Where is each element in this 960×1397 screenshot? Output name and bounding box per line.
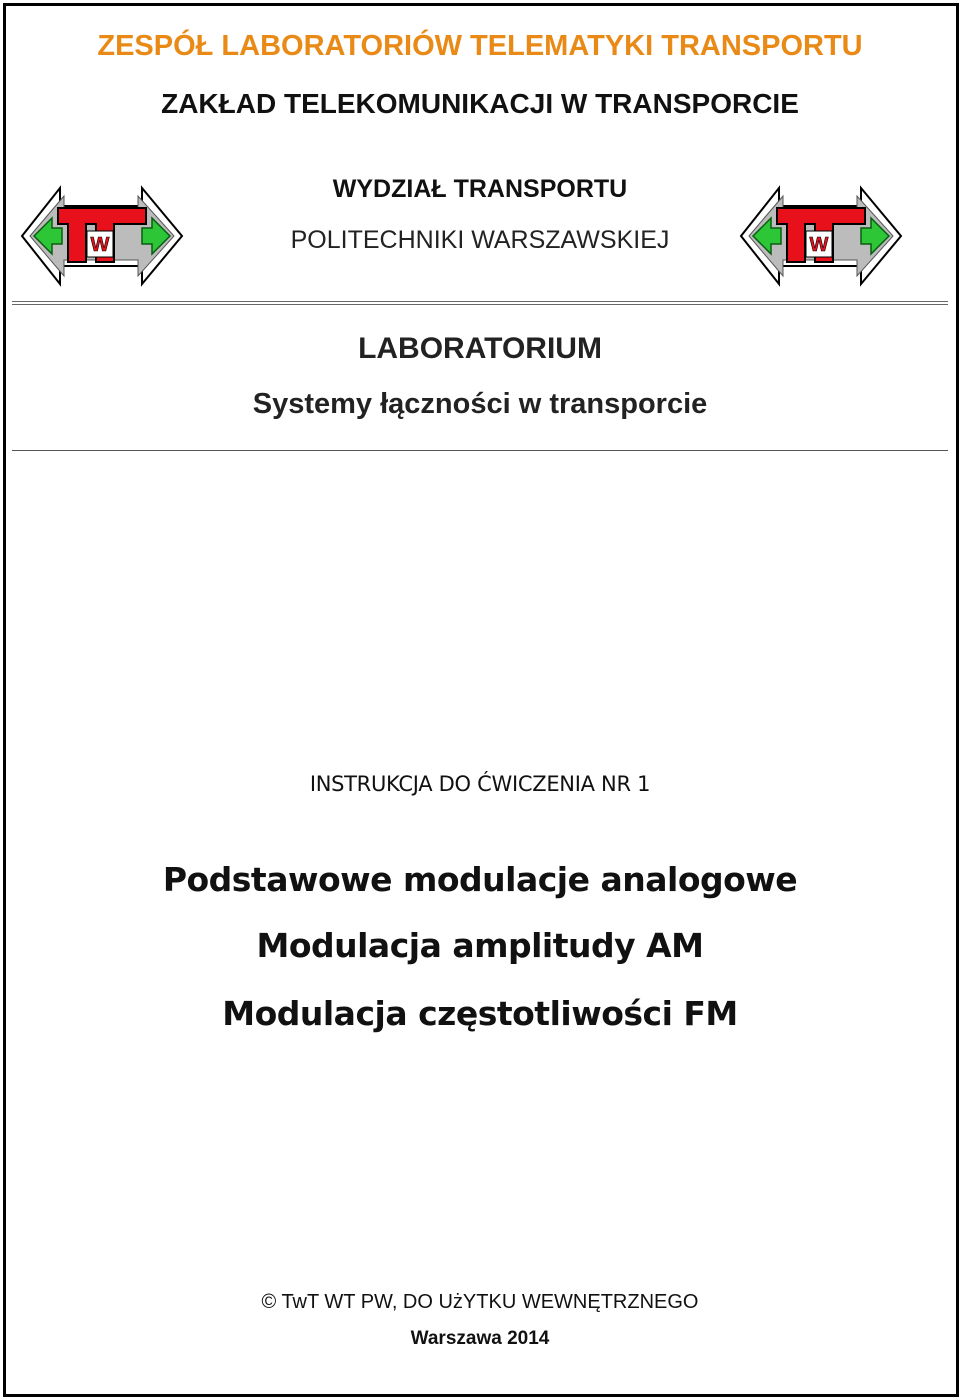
header-divider-double — [12, 301, 948, 305]
twt-logo-left — [14, 176, 190, 292]
copyright-notice: © TwT WT PW, DO UżYTKU WEWNĘTRZNEGO — [261, 1291, 699, 1313]
lab-group-title: ZESPÓŁ LABORATORIÓW TELEMATYKI TRANSPORTU — [97, 30, 863, 62]
svg-text:W: W — [90, 234, 110, 256]
department-title: ZAKŁAD TELEKOMUNIKACJI W TRANSPORCIE — [161, 88, 799, 119]
laboratory-subject: Systemy łączności w transporcie — [252, 388, 708, 420]
svg-text:W: W — [809, 234, 829, 256]
laboratory-heading: LABORATORIUM — [358, 332, 602, 365]
exercise-topic: Podstawowe modulacje analogowe — [162, 860, 798, 899]
exercise-instruction: INSTRUKCJA DO ĆWICZENIA NR 1 — [309, 772, 651, 796]
exercise-topic: Modulacja częstotliwości FM — [222, 994, 738, 1033]
twt-logo-right — [733, 176, 909, 292]
faculty-title: WYDZIAŁ TRANSPORTU — [332, 175, 628, 203]
exercise-topic: Modulacja amplitudy AM — [256, 926, 704, 965]
university-title: POLITECHNIKI WARSZAWSKIEJ — [290, 226, 670, 254]
section-divider — [12, 450, 948, 451]
place-and-year: Warszawa 2014 — [410, 1328, 550, 1349]
